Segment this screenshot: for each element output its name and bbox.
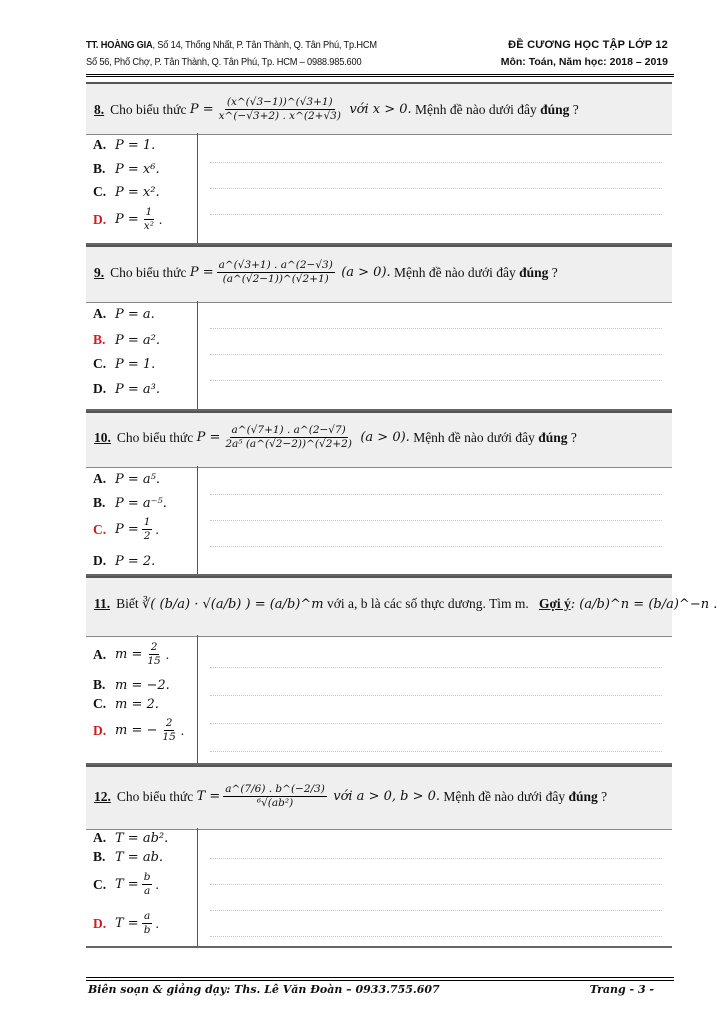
fraction-numerator: 1 [145, 206, 153, 218]
question-number: 11. [94, 596, 111, 611]
question-prompt: Mệnh đề nào dưới đây [415, 101, 537, 117]
formula-condition: với a > 0, b > 0. [333, 789, 441, 804]
option-label: D. [93, 722, 107, 738]
fraction-denominator: b [143, 924, 151, 936]
option-10c[interactable] [93, 516, 159, 543]
option-value: P = a². [115, 332, 160, 348]
question-9-answers [86, 301, 672, 411]
footer-author: Biên soạn & giảng dạy: Ths. Lê Văn Đoàn – 0933.755.607 [88, 983, 440, 996]
question-lead: Cho biểu thức [110, 101, 187, 117]
option-value: P = x⁶. [115, 161, 160, 177]
question-number: 8. [94, 101, 105, 117]
formula-lhs: P = [189, 265, 214, 280]
footer-rule [86, 977, 674, 978]
document-title: ĐỀ CƯƠNG HỌC TẬP LỚP 12 [508, 39, 668, 51]
option-label: A. [93, 306, 107, 321]
option-label: C. [93, 521, 107, 537]
page-number: Trang - 3 - [589, 983, 654, 996]
header-left [86, 37, 377, 71]
option-label: D. [93, 915, 107, 931]
question-11-box [86, 576, 718, 637]
formula-lhs: P = [196, 430, 221, 445]
option-value: P = 2. [115, 553, 156, 569]
option-label: C. [93, 184, 107, 199]
question-10-text [94, 424, 577, 451]
question-prompt: Mệnh đề nào dưới đây [413, 429, 535, 445]
fraction-numerator: (x^(√3−1))^(√3+1) [226, 96, 333, 108]
option-label: D. [93, 211, 107, 227]
option-11d[interactable] [93, 717, 184, 744]
question-prompt: Mệnh đề nào dưới đây [394, 264, 516, 280]
header-right [501, 37, 668, 71]
fraction-numerator: 1 [143, 516, 151, 528]
question-12-box [86, 765, 672, 830]
formula-fraction [223, 424, 354, 451]
option-tail: . [155, 915, 159, 931]
option-label: B. [93, 677, 106, 692]
answer-divider [197, 133, 198, 243]
option-fraction [160, 717, 177, 744]
question-emphasis: đúng [568, 788, 598, 804]
dotted-line [210, 667, 662, 668]
fraction-numerator: a^(7/6) . b^(−2/3) [225, 783, 325, 795]
option-11a[interactable] [93, 641, 169, 668]
dotted-line [210, 494, 662, 495]
dotted-line [210, 546, 662, 547]
option-10b[interactable] [93, 495, 167, 511]
question-lead: Biết [116, 596, 139, 611]
dotted-line [210, 884, 662, 885]
option-value: P = a³. [115, 381, 160, 397]
option-9b[interactable] [93, 332, 160, 348]
question-lead: Cho biểu thức [110, 264, 187, 280]
option-12c[interactable] [93, 871, 159, 898]
option-fraction [142, 871, 153, 898]
formula-fraction [223, 783, 327, 810]
question-mark: ? [551, 264, 558, 280]
option-8b[interactable] [93, 161, 160, 177]
option-9a[interactable] [93, 306, 155, 322]
header-rule [86, 74, 674, 75]
question-8-text [94, 96, 579, 123]
dotted-line [210, 910, 662, 911]
dotted-line [210, 723, 662, 724]
fraction-denominator: 15 [162, 731, 176, 743]
fraction-numerator: b [143, 871, 151, 883]
subject-year: Môn: Toán, Năm học: 2018 – 2019 [500, 56, 668, 68]
option-fraction [142, 206, 156, 233]
option-value: P = [115, 522, 139, 537]
option-tail: . [155, 521, 159, 537]
dotted-line [210, 936, 662, 937]
hint-label: Gợi ý [538, 596, 571, 611]
dotted-line [210, 520, 662, 521]
question-9-box [86, 245, 672, 303]
dotted-line [210, 188, 662, 189]
question-prompt: Mệnh đề nào dưới đây [443, 788, 566, 804]
formula-fraction [217, 96, 343, 123]
dotted-line [210, 354, 662, 355]
fraction-numerator: a^(√3+1) . a^(2−√3) [218, 259, 333, 271]
question-11-answers [86, 635, 672, 765]
option-label: A. [93, 830, 107, 845]
question-emphasis: đúng [540, 101, 570, 117]
dotted-line [210, 162, 662, 163]
formula-fraction [217, 259, 335, 286]
fraction-numerator: 2 [165, 717, 173, 729]
option-9d[interactable] [93, 381, 160, 397]
option-label: D. [93, 553, 107, 568]
option-value: m = −2. [115, 677, 170, 693]
option-value: P = a⁵. [115, 471, 160, 487]
option-label: C. [93, 356, 107, 371]
question-9-text [94, 259, 558, 286]
option-value: T = ab. [115, 849, 164, 865]
fraction-denominator: x^(−√3+2) . x^(2+√3) [218, 110, 341, 122]
fraction-denominator: ⁶√(ab²) [256, 797, 294, 809]
formula-lhs: P = [189, 102, 214, 117]
answer-divider [197, 635, 198, 763]
option-tail: . [180, 722, 185, 738]
option-label: B. [93, 495, 106, 510]
formula-lhs: T = [196, 789, 221, 804]
option-value: P = 1. [115, 137, 156, 153]
option-value: T = [115, 877, 139, 892]
question-11-text [94, 596, 717, 612]
dotted-line [210, 695, 662, 696]
option-value: m = − [115, 723, 158, 738]
option-12a[interactable] [93, 830, 168, 846]
option-value: P = a. [115, 306, 155, 322]
option-label: B. [93, 849, 106, 864]
option-value: P = x². [115, 184, 160, 200]
option-fraction [142, 910, 153, 937]
option-label: B. [93, 332, 106, 347]
option-label: A. [93, 646, 107, 662]
hint-formula: : (a/b)^n = (b/a)^−n . [570, 596, 718, 612]
option-10d[interactable] [93, 553, 155, 569]
question-lead: Cho biểu thức [116, 429, 194, 445]
question-mark: ? [572, 101, 579, 117]
fraction-denominator: 15 [147, 655, 161, 667]
option-label: C. [93, 876, 107, 892]
answer-divider [197, 466, 198, 574]
option-9c[interactable] [93, 356, 155, 372]
fraction-denominator: a [143, 885, 151, 897]
question-emphasis: đúng [538, 429, 568, 445]
option-label: A. [93, 471, 107, 486]
option-12d[interactable] [93, 910, 159, 937]
option-value: T = ab². [115, 830, 169, 846]
question-12-text [94, 783, 607, 810]
formula-condition: (a > 0). [341, 265, 391, 280]
question-number: 12. [94, 788, 111, 804]
option-11c[interactable] [93, 696, 159, 712]
option-value: T = [115, 916, 139, 931]
fraction-denominator: 2a⁵ (a^(√2−2))^(√2+2) [225, 438, 352, 450]
option-11b[interactable] [93, 677, 170, 693]
question-statement: với a, b là các số thực dương. Tìm m. [326, 596, 529, 611]
formula-condition: (a > 0). [360, 430, 410, 445]
question-10-box [86, 411, 672, 468]
option-value: m = 2. [115, 696, 159, 712]
fraction-denominator: 2 [143, 530, 151, 542]
formula-condition: với x > 0. [349, 102, 412, 117]
formula-expression: ∛( (b/a) · √(a/b) ) = (a/b)^m [142, 596, 324, 612]
fraction-numerator: 2 [150, 641, 158, 653]
question-8-box [86, 82, 672, 135]
option-label: A. [93, 137, 107, 152]
option-tail: . [165, 646, 170, 662]
option-8d[interactable] [93, 206, 162, 233]
fraction-numerator: a [143, 910, 151, 922]
option-tail: . [155, 876, 159, 892]
fraction-numerator: a^(√7+1) . a^(2−√7) [231, 424, 346, 436]
option-value: P = a⁻⁵. [115, 495, 167, 511]
option-value: P = 1. [115, 356, 156, 372]
footer-rule-2 [86, 980, 674, 981]
question-mark: ? [570, 429, 577, 445]
option-value: P = [115, 212, 139, 227]
option-10a[interactable] [93, 471, 160, 487]
dotted-line [210, 328, 662, 329]
center-address: , Số 14, Thống Nhất, P. Tân Thành, Q. Tân Phú, Tp.HCM [152, 39, 377, 51]
option-fraction [142, 516, 153, 543]
header-rule-2 [86, 76, 674, 77]
question-12-answers [86, 828, 672, 948]
option-tail: . [158, 211, 163, 227]
question-number: 9. [94, 264, 105, 280]
option-12b[interactable] [93, 849, 163, 865]
option-value: m = [115, 647, 143, 662]
fraction-denominator: (a^(√2−1))^(√2+1) [222, 273, 329, 285]
center-name: TT. HOÀNG GIA [86, 39, 153, 51]
option-label: D. [93, 381, 107, 396]
question-mark: ? [601, 788, 608, 804]
option-fraction [145, 641, 162, 668]
question-10-answers [86, 466, 672, 576]
question-lead: Cho biểu thức [116, 788, 194, 804]
option-label: C. [93, 696, 107, 711]
answer-divider [197, 828, 198, 946]
question-8-answers [86, 133, 672, 245]
question-number: 10. [94, 429, 111, 445]
dotted-line [210, 858, 662, 859]
option-8a[interactable] [93, 137, 155, 153]
answer-divider [197, 301, 198, 409]
option-8c[interactable] [93, 184, 160, 200]
dotted-line [210, 380, 662, 381]
dotted-line [210, 214, 662, 215]
center-address-2: Số 56, Phố Chợ, P. Tân Thành, Q. Tân Phú, Tp. HCM – 0988.985.600 [86, 56, 362, 68]
fraction-denominator: x² [143, 220, 154, 232]
question-emphasis: đúng [519, 264, 549, 280]
dotted-line [210, 751, 662, 752]
option-label: B. [93, 161, 106, 176]
